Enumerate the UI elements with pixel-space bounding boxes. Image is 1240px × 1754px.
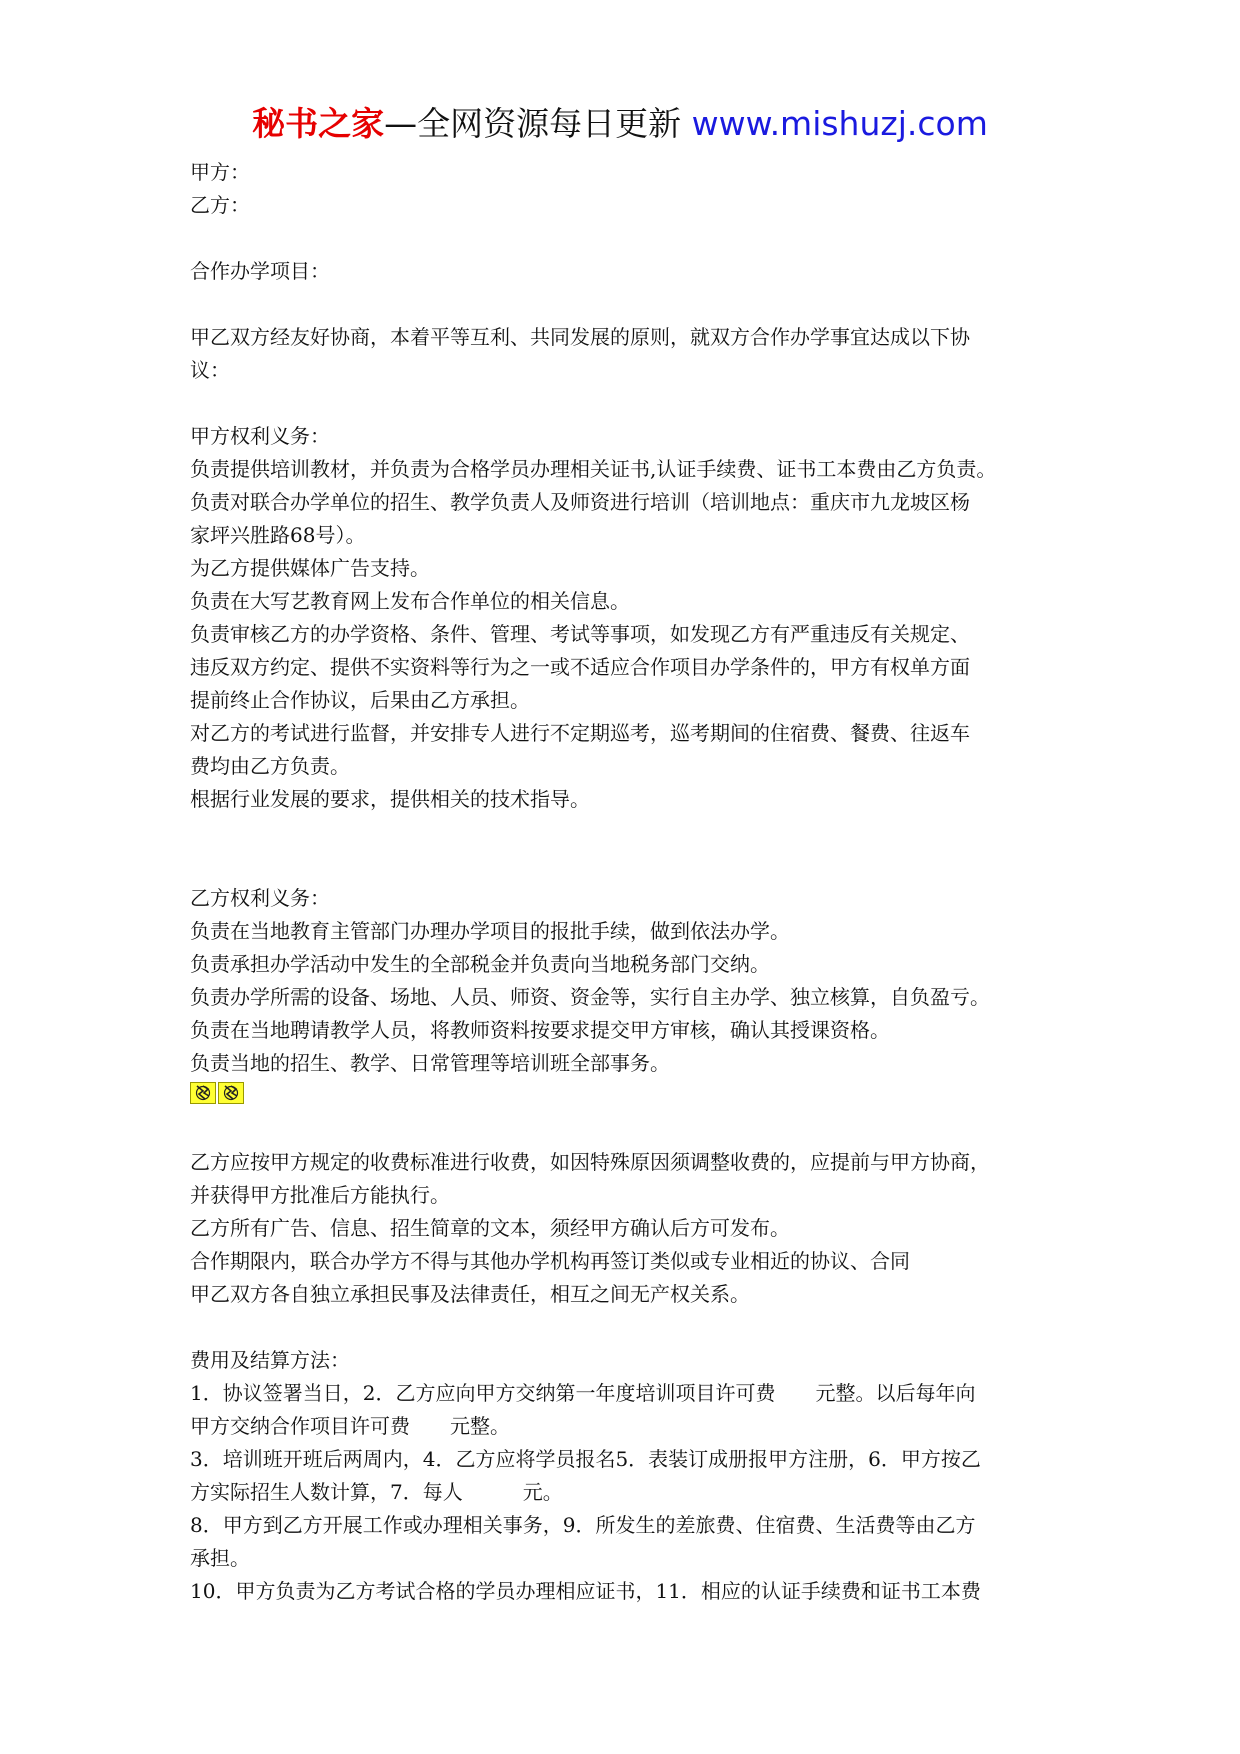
additional-term: 乙方所有广告、信息、招生简章的文本，须经甲方确认后方可发布。 [190,1216,790,1240]
party-a-clause: 违反双方约定、提供不实资料等行为之一或不适应合作项目办学条件的，甲方有权单方面 [190,655,970,679]
party-a-clause: 负责提供培训教材，并负责为合格学员办理相关证书,认证手续费、证书工本费由乙方负责。 [190,457,997,481]
project-label: 合作办学项目： [190,259,330,283]
fees-clause: 承担。 [190,1546,250,1570]
additional-term: 合作期限内，联合办学方不得与其他办学机构再签订类似或专业相近的协议、合同 [190,1249,910,1273]
fees-section-title: 费用及结算方法： [190,1348,350,1372]
party-a-clause: 负责在大写艺教育网上发布合作单位的相关信息。 [190,589,630,613]
party-b-section-title: 乙方权利义务： [190,886,330,910]
agreement-body [190,156,1070,1608]
party-a-label: 甲方： [190,160,250,184]
intro-line: 议： [190,358,230,382]
party-a-clause: 负责审核乙方的办学资格、条件、管理、考试等事项，如发现乙方有严重违反有关规定、 [190,622,970,646]
party-b-label: 乙方： [190,193,250,217]
party-a-section-title: 甲方权利义务： [190,424,330,448]
embedded-object-icons [190,1080,1070,1113]
site-url-link[interactable]: www.mishuzj.com [691,104,988,143]
party-a-clause: 家坪兴胜路68号）。 [190,523,366,547]
party-a-clause: 对乙方的考试进行监督，并安排专人进行不定期巡考，巡考期间的住宿费、餐费、往返车 [190,721,970,745]
placeholder-glyph-icon [218,1082,244,1104]
party-b-clause: 负责承担办学活动中发生的全部税金并负责向当地税务部门交纳。 [190,952,770,976]
additional-term: 甲乙双方各自独立承担民事及法律责任，相互之间无产权关系。 [190,1282,750,1306]
fees-clause: 8．甲方到乙方开展工作或办理相关事务，9．所发生的差旅费、住宿费、生活费等由乙方 [190,1513,976,1537]
additional-term: 乙方应按甲方规定的收费标准进行收费，如因特殊原因须调整收费的，应提前与甲方协商， [190,1150,990,1174]
party-a-clause: 费均由乙方负责。 [190,754,350,778]
fees-clause: 3．培训班开班后两周内，4．乙方应将学员报名5．表装订成册报甲方注册，6．甲方按乙 [190,1447,981,1471]
party-b-clause: 负责在当地教育主管部门办理办学项目的报批手续，做到依法办学。 [190,919,790,943]
party-b-clause: 负责办学所需的设备、场地、人员、师资、资金等，实行自主办学、独立核算，自负盈亏。 [190,985,990,1009]
party-b-clause: 负责在当地聘请教学人员，将教师资料按要求提交甲方审核，确认其授课资格。 [190,1018,890,1042]
site-slogan: —全网资源每日更新 [384,104,692,143]
site-header [0,100,1240,148]
additional-term: 并获得甲方批准后方能执行。 [190,1183,450,1207]
party-b-clause: 负责当地的招生、教学、日常管理等培训班全部事务。 [190,1051,670,1075]
party-a-clause: 负责对联合办学单位的招生、教学负责人及师资进行培训（培训地点：重庆市九龙坡区杨 [190,490,970,514]
fees-clause: 甲方交纳合作项目许可费 元整。 [190,1414,510,1438]
fees-clause: 方实际招生人数计算，7．每人 元。 [190,1480,563,1504]
fees-clause: 10．甲方负责为乙方考试合格的学员办理相应证书，11．相应的认证手续费和证书工本费 [190,1579,981,1603]
party-a-clause: 为乙方提供媒体广告支持。 [190,556,430,580]
intro-line: 甲乙双方经友好协商，本着平等互利、共同发展的原则，就双方合作办学事宜达成以下协 [190,325,970,349]
party-a-clause: 根据行业发展的要求，提供相关的技术指导。 [190,787,590,811]
site-brand: 秘书之家 [252,104,385,143]
fees-clause: 1．协议签署当日，2．乙方应向甲方交纳第一年度培训项目许可费 元整。以后每年向 [190,1381,976,1405]
placeholder-glyph-icon [190,1082,216,1104]
party-a-clause: 提前终止合作协议，后果由乙方承担。 [190,688,530,712]
